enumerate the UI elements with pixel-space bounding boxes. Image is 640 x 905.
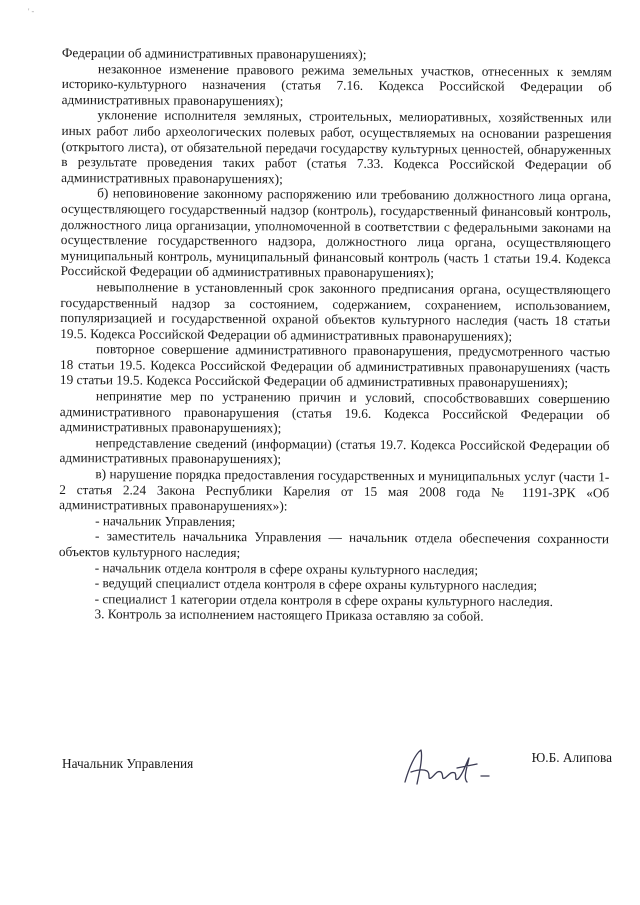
signature-block bbox=[62, 750, 612, 800]
list-item-deputy: - заместитель начальника Управления — начальник отдела обеспечения сохранности объектов культурного наследия; bbox=[58, 528, 610, 561]
paragraph-19-6: непринятие мер по устранению причин и условий, способствовавших совершению административного правонарушения (статья 19.6. Кодекса Российской Федерации об административных правонарушениях); bbox=[59, 388, 610, 436]
corner-scan-mark: ' - bbox=[28, 7, 35, 16]
paragraph-19-7: непредставление сведений (информации) (статья 19.7. Кодекса Российской Федерации об административных правонарушениях); bbox=[59, 435, 610, 467]
paragraph-7-16: незаконное изменение правового режима земельных участков, отнесенных к землям историко-культурного назначения (статья 7.16. Кодекса Российской Федерации об административных правонарушениях); bbox=[61, 60, 612, 109]
paragraph-v-2-24: в) нарушение порядка предоставления государственных и муниципальных услуг (части 1-2 статья 2.24 Закона Республики Карелия от 15 мая 2008 года № 1191-ЗРК «Об административных правонарушениях»): bbox=[59, 466, 610, 514]
document-body bbox=[58, 45, 612, 625]
paragraph-3-control: 3. Контроль за исполнением настоящего Приказа оставляю за собой. bbox=[94, 606, 484, 624]
list-item-specialist: - специалист 1 категории отдела контроля в сфере охраны культурного наследия. bbox=[94, 590, 554, 609]
list-item-control-head: - начальник отдела контроля в сфере охраны культурного наследия; bbox=[94, 559, 479, 578]
paragraph-b-19-4: б) неповиновение законному распоряжению или требованию должностного лица органа, осуществляющего государственный надзор (контроль), государственный финансовый контроль, должностного лица организации, уполномоченной в соответствии с федеральными законами на осуществление государственного надзора, должностного лица органа, осуществляющего муниципальный контроль, муниципальный финансовый контроль (часть 1 статьи 19.4. Кодекса Российской Федерации об административных правонарушениях); bbox=[60, 185, 612, 281]
list-item-head: - начальник Управления; bbox=[95, 513, 236, 529]
list-item-lead-specialist: - ведущий специалист отдела контроля в сфере охраны культурного наследия; bbox=[94, 575, 538, 594]
signatory-name: Ю.Б. Алипова bbox=[531, 750, 612, 765]
paragraph-7-33: уклонение исполнителя земляных, строительных, мелиоративных, хозяйственных или иных работ либо археологических полевых работ, осуществляемых на основании разрешения (открытого листа), от обязательной передачи государству культурных ценностей, обнаруженных в результате проведения таких работ (статья 7.33. Кодекса Российской Федерации об административных правонарушениях); bbox=[61, 107, 612, 187]
paragraph-continuation: Федерации об административных правонарушениях); bbox=[61, 45, 367, 62]
handwritten-signature-icon bbox=[397, 744, 497, 790]
paragraph-19-5-part-18: невыполнение в установленный срок законного предписания органа, осуществляющего государственный надзор за состоянием, содержанием, сохранением, использованием, популяризацией и государственной охраной объектов культурного наследия (часть 18 статьи 19.5. Кодекса Российской Федерации об административных правонарушениях); bbox=[60, 279, 611, 344]
signatory-title: Начальник Управления bbox=[62, 756, 194, 771]
paragraph-19-5-part-19: повторное совершение административного правонарушения, предусмотренного частью 18 статьи 19.5. Кодекса Российской Федерации об административных правонарушениях (часть 19 статьи 19.5. Кодекса Российской Федерации об административных правонарушениях); bbox=[59, 341, 611, 391]
